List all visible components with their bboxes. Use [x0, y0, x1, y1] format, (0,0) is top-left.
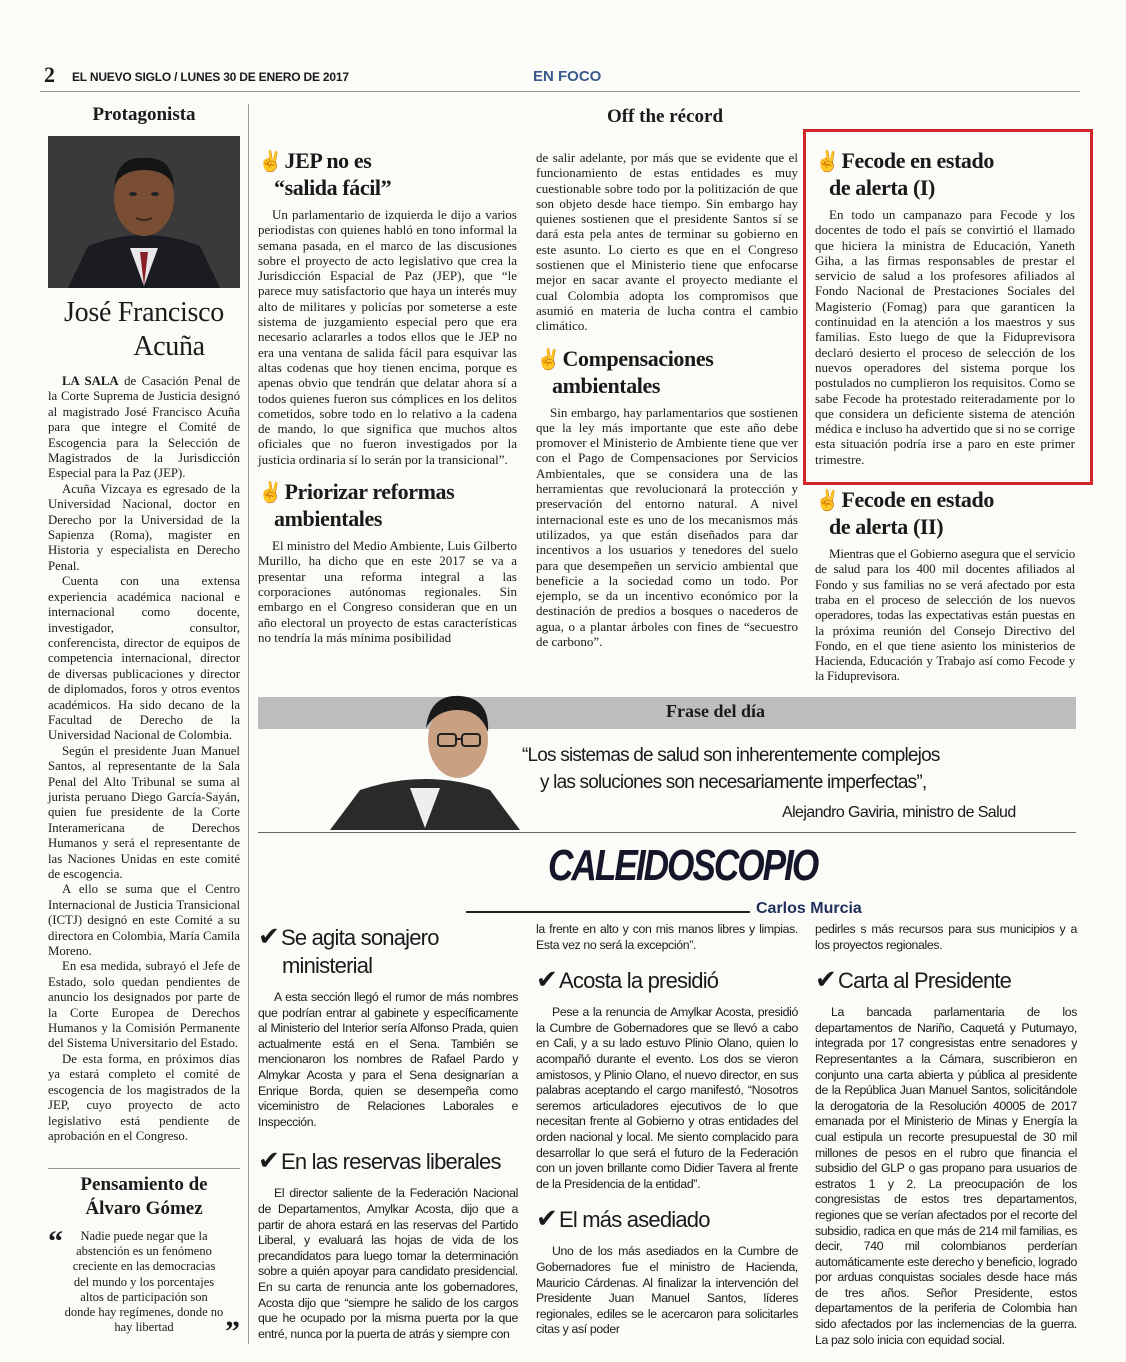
asediado-text: Uno de los más asediados en la Cumbre de Gobernadores fue el ministro de Hacienda, Mauricio Cárdenas. Al finalizar la intervención del Presidente Juan Manuel Santos, líderes regionales, ediles se le acercaron para solicitarles citas y así poder	[536, 1244, 798, 1337]
acosta-text: Pese a la renuncia de Amylkar Acosta, presidió la Cumbre de Gobernadores que se llevó a cabo en Cali, y a su lado estuvo Plinio Olano, quien lo acompañó durante el evento. Los dos se vieron amistosos, y Plinio Olano, el nuevo director, en sus palabras aceptando el cargo manifestó, “Nosotros seremos articuladores ejecutivos de lo que necesitan frente al Gobierno y otras entidades del orden nacional y local. Me siento complacido para desarrollar lo que será el futuro de la Federación con un joven brillante como Didier Tavera al frente de la Presidencia de la entidad”.	[536, 1005, 798, 1191]
pensamiento-text: Nadie puede negar que la abstención es un fenómeno creciente en las democracias del mundo y los porcentajes altos de participación son donde hay regímenes, donde no hay libertad	[64, 1229, 224, 1335]
carta-headline-text: Carta al Presidente	[838, 968, 1012, 994]
compensaciones-headline-line1: Compensaciones	[562, 345, 714, 371]
frase-quote-line1: “Los sistemas de salud son inherentemente complejos	[522, 745, 940, 766]
frase-quote-line2: y las soluciones son necesariamente imperfectas”,	[540, 772, 927, 793]
protagonista-p5: A ello se suma que el Centro Internacional de Justicia Transicional (ICTJ) designó en este Comité a su directora en Colombia, María Camila Moreno.	[48, 882, 240, 959]
asediado-continued	[815, 922, 1077, 953]
masthead: EL NUEVO SIGLO / LUNES 30 DE ENERO DE 2017	[72, 70, 349, 84]
frase-illustration	[330, 680, 520, 830]
caleidoscopio-col-1	[258, 922, 518, 1342]
peace-hand-icon: ✌	[815, 151, 840, 173]
portrait-photo	[48, 136, 240, 288]
frase-quote	[522, 742, 1042, 796]
caleidoscopio-col-3	[815, 922, 1077, 1348]
jep-headline	[258, 148, 517, 201]
fecode-1-text: En todo un campanazo para Fecode y los docentes de todo el país se convirtió el llamado que hiciera la ministra de Educación, Yaneth Giha, a las firmas responsables de prestar el servicio de salud a los profesores afiliados al Fondo Nacional de Prestaciones Sociales del Magisterio (Fomag) para que garanticen la continuidad en la atención a los maestros y sus familias. Esto luego de que la Fiduprevisora declaró desierto el proceso de selección de los nuevos operadores del sistema porque los postulados no cumplieron los requisitos. Como se sabe Fecode ha protestado reiteradamente por lo que considera un deficiente sistema de atención médica e incluso ha advertido que si no se corrige esta situación podría irse a paro en este primer trimestre.	[815, 207, 1075, 467]
open-quote-mark: “	[48, 1225, 63, 1258]
priorizar-continued-text: de salir adelante, por más que se evidente que el funcionamiento de estas entidades es muy cuestionable sobre todo por la politización de que son objeto desde hace tiempo. Sin embargo hay quienes sostienen que el presidente Santos sí se dará esta pela antes de terminar su gobierno en este asunto. Lo cierto es que en el Congreso sostienen que el Ministerio tiene que enfocarse mejor en sacar avante el proyecto mediante el cual Colombia adopta los compromisos que asumió en materia de lucha contra el cambio climático.	[536, 150, 798, 334]
sonajero-headline	[258, 922, 518, 980]
protagonista-p1: de Casación Penal de la Corte Suprema de Justicia designó al magistrado José Francisco Acuña para que integre el Comité de Escogencia para la Selección de Magistrados de la Jurisdicción Especial para la Paz (JEP).	[48, 374, 241, 481]
priorizar-headline-line1: Priorizar reformas	[284, 479, 455, 505]
byline: Carlos Murcia	[756, 900, 862, 917]
protagonist-name-line2: Acuña	[133, 331, 205, 362]
jep-story	[258, 207, 517, 467]
fecode-2-headline-line2: de alerta (II)	[829, 514, 944, 540]
peace-hand-icon: ✌	[815, 490, 840, 513]
off-record-col-b	[536, 150, 798, 649]
protagonista-column	[48, 104, 240, 1144]
reservas-headline-text: En las reservas liberales	[281, 1149, 501, 1175]
protagonista-p6: En esa medida, subrayó el Jefe de Estado, solo quedan pendientes de anuncio los designados por parte de la Corte Europea de Derechos Humanos y la Comisión Permanente del Sistema Universitario del Estado.	[48, 959, 240, 1051]
fecode-1-headline-line1: Fecode en estado	[841, 148, 994, 173]
column-separator	[248, 104, 249, 1344]
reservas-continued	[536, 922, 798, 953]
carta-story	[815, 1005, 1077, 1348]
sonajero-headline-line2: ministerial	[282, 953, 373, 978]
frase-rule	[258, 832, 1076, 833]
compensaciones-text: Sin embargo, hay parlamentarios que sostienen que la ley más importante que este año debe promover el Ministerio de Ambiente tiene que ver con el Pago de Compensaciones por Servicios Ambientales, que se considera una de las herramientas que revolucionará la protección y preservación del entorno natural. A nivel internacional este es uno de los mecanismos más utilizados, ya que están diseñados para dar incentivos a los usuarios y tenedores del suelo para que desempeñen un servicio ambiental que beneficie a la sociedad como un todo. Por ejemplo, se da un incentivo económico por la destinación de predios a bosques o nacederos de agua, o a plantar árboles con fines de “secuestro de carbono”.	[536, 404, 798, 650]
off-record-col-a	[258, 148, 517, 645]
carta-text: La bancada parlamentaria de los departamentos de Nariño, Caquetá y Putumayo, integrada por 17 congresistas entre senadores y Representantes a la Cámara, suscribieron en conjunto una carta abierta y pública al presidente de la República Juan Manuel Santos, solicitándole la derogatoria de la Resolución 40005 de 2017 emanada por el Ministerio de Minas y Energía la cual estipula un recorte presupuestal de 30 mil millones de pesos en el rubro que financia el subsidio del GLP o gas propano para usuarios de estratos 1 y 2. La preocupación de los congresistas de estos tres departamentos, regiones que se verían afectados por el recorte del subsidio, radica en que más de 214 mil familias, es decir, 740 mil colombianos perderían automáticamente este derecho y beneficio, logrado por arduas conquistas sociales desde hace más de tres años. Señor Presidente, estos departamentos de la periferia de Colombia han sido afectados por las inclemencias de la guerra. La paz solo inicia con equidad social.	[815, 1005, 1077, 1347]
acosta-headline	[536, 965, 798, 995]
fecode-2-story	[815, 546, 1075, 684]
protagonista-p4: Según el presidente Juan Manuel Santos, al representante de la Sala Penal del Alto Tribunal se suma al jurista peruano Diego García-Sayán, quien fue presidente de la Corte Interamericana de Derechos Humanos y será el representante de las Naciones Unidas en este comité de escogencia.	[48, 743, 240, 881]
jep-headline-line1: JEP no es	[284, 148, 372, 173]
protagonista-body	[48, 374, 240, 1144]
header-rule	[40, 91, 1080, 92]
sonajero-headline-line1: Se agita sonajero	[281, 925, 439, 950]
fecode-2-text: Mientras que el Gobierno asegura que el servicio de salud para los 400 mil docentes afiliados al Fondo y sus familias no se verá afectado por esta traba en el proceso de selección de los nuevos operadores, todas las expectativas están puestas en la próxima reunión del Consejo Directivo del Fondo, en el que tiene asiento los ministerios de Hacienda, Educación y Trabajo así como Fecode y la Fiduprevisora.	[815, 546, 1075, 684]
off-record-col-c	[815, 148, 1075, 684]
asediado-story	[536, 1244, 798, 1338]
protagonista-heading: Protagonista	[92, 104, 196, 125]
fecode-1-headline	[815, 148, 1075, 201]
asediado-headline-text: El más asediado	[559, 1207, 710, 1233]
caleidoscopio-col-2	[536, 922, 798, 1338]
peace-hand-icon: ✌	[258, 482, 283, 505]
pensamiento-heading	[48, 1173, 240, 1221]
reservas-continued-text: la frente en alto y con mis manos libres y limpias. Esta vez no será la excepción”.	[536, 922, 798, 952]
checkmark-icon: ✔	[536, 965, 557, 996]
protagonista-p3: Cuenta con una extensa experiencia académica nacional e internacional como docente, investigador, consultor, conferencista, director de equipos de competencia internacional, director de diversas publicaciones y director de diplomados, foros y otros eventos académicos. Ha sido decano de la Facultad de Derecho de la Universidad Nacional de Colombia.	[48, 574, 240, 743]
lead-in: LA SALA	[62, 374, 119, 388]
fecode-1-headline-line2: de alerta (I)	[829, 175, 935, 200]
checkmark-icon: ✔	[258, 922, 279, 952]
asediado-continued-text: pedirles s más recursos para sus municipios y a los proyectos regionales.	[815, 922, 1077, 952]
priorizar-headline	[258, 479, 517, 532]
compensaciones-headline-line2: ambientales	[552, 372, 661, 398]
compensaciones-headline	[536, 346, 798, 399]
peace-hand-icon: ✌	[536, 348, 561, 371]
caleidoscopio-title: CALEIDOSCOPIO	[548, 841, 818, 890]
pensamiento-heading-line1: Pensamiento de	[80, 1174, 208, 1195]
asediado-headline	[536, 1204, 798, 1234]
protagonist-name-line1: José Francisco	[64, 297, 224, 328]
reservas-text: El director saliente de la Federación Nacional de Departamentos, Amylkar Acosta, dijo que a partir de ahora estará en las reservas del Partido Liberal, y evaluará las hojas de vida de los precandidatos para luego tomar la determinación sobre a quién apoyar para candidato presidencial. En su carta de renuncia ante los gobernadores, Acosta dijo que “siempre he salido de los cargos que he ocupado por la misma puerta por la que entré, nunca por la puerta de atrás y siempre con	[258, 1186, 518, 1341]
protagonist-name	[48, 296, 240, 364]
acosta-story	[536, 1005, 798, 1192]
jep-text: Un parlamentario de izquierda le dijo a varios periodistas con quienes habló en tono informal la semana pasada, en el marco de las discusiones sobre el proyecto de acto legislativo que crea la Jurisdicción Espacial de Paz (JEP), que “le parece muy satisfactorio que haya un interés muy alto de militares y policías por someterse a este sistema de juzgamiento especial pero que era necesario aclararles a todos ellos que le JEP no era una ventana de salida fácil para esquivar las altas codenas que hoy tienen encima, porque es apenas obvio que tendrán que delatar ahora sí a todos quienes fueron sus cómplices en los delitos cometidos, sobre todo en lo relativo a la cadena de mando, lo que significa que muchos altos oficiales que no fueron investigados por la justicia ordinaria sí lo serán por la transicional”.	[258, 207, 517, 467]
acosta-headline-text: Acosta la presidió	[559, 968, 719, 994]
page-number: 2	[44, 62, 55, 87]
caleidoscopio-rule	[466, 911, 750, 913]
peace-hand-icon: ✌	[258, 151, 283, 173]
fecode-2-headline	[815, 487, 1075, 540]
reservas-headline	[258, 1146, 518, 1176]
checkmark-icon: ✔	[258, 1146, 279, 1177]
reservas-story	[258, 1186, 518, 1342]
pensamiento-heading-line2: Álvaro Gómez	[85, 1198, 203, 1219]
sonajero-text: A esta sección llegó el rumor de más nombres que podrían entrar al gabinete y específicamente al Ministerio del Interior sería Alfonso Prada, quien actualmente está en el Sena. También se mencionaron los nombres de Rafael Pardo y Almykar Acosta y para el Sena designarían a Enrique Borda, quien se desempeña como viceministro de Relaciones Laborales e Inspección.	[258, 990, 518, 1129]
frase-author: Alejandro Gaviria, ministro de Salud	[782, 804, 1016, 821]
frase-label: Frase del día	[666, 701, 765, 721]
checkmark-icon: ✔	[815, 965, 836, 996]
checkmark-icon: ✔	[536, 1204, 557, 1235]
compensaciones-story	[536, 405, 798, 650]
jep-headline-line2: “salida fácil”	[274, 175, 392, 200]
sonajero-story	[258, 990, 518, 1130]
pensamiento-box	[48, 1168, 240, 1349]
protagonista-p7: De esta forma, en próximos días ya estará completo el comité de escogencia de los magistrados de la JEP, cuyo proyecto de acto legislativo está pendiente de aprobación en el Congreso.	[48, 1051, 240, 1143]
carta-headline	[815, 965, 1077, 995]
fecode-1-story	[815, 207, 1075, 467]
portrait-illustration	[48, 136, 240, 288]
frase-photo	[330, 680, 520, 830]
fecode-2-headline-line1: Fecode en estado	[841, 487, 994, 513]
priorizar-story	[258, 538, 517, 645]
section-title: EN FOCO	[533, 68, 602, 85]
priorizar-text: El ministro del Medio Ambiente, Luis Gilberto Murillo, ha dicho que en este 2017 se va a presentar una reforma integral a las corporaciones autónomas regionales. Sin embargo en el Congreso consideran que en un año electoral un proyecto de estas características no tendría la más mínima posibilidad	[258, 538, 517, 645]
pensamiento-rule	[48, 1168, 240, 1169]
protagonista-p2: Acuña Vizcaya es egresado de la Universidad Nacional, doctor en Derecho por la Universidad de la Sapienza (Roma), magister en Historia y especialista en Derecho Penal.	[48, 481, 240, 573]
close-quote-mark: ”	[225, 1315, 240, 1349]
priorizar-continued	[536, 150, 798, 334]
priorizar-headline-line2: ambientales	[274, 506, 383, 532]
off-record-heading: Off the récord	[606, 106, 724, 127]
